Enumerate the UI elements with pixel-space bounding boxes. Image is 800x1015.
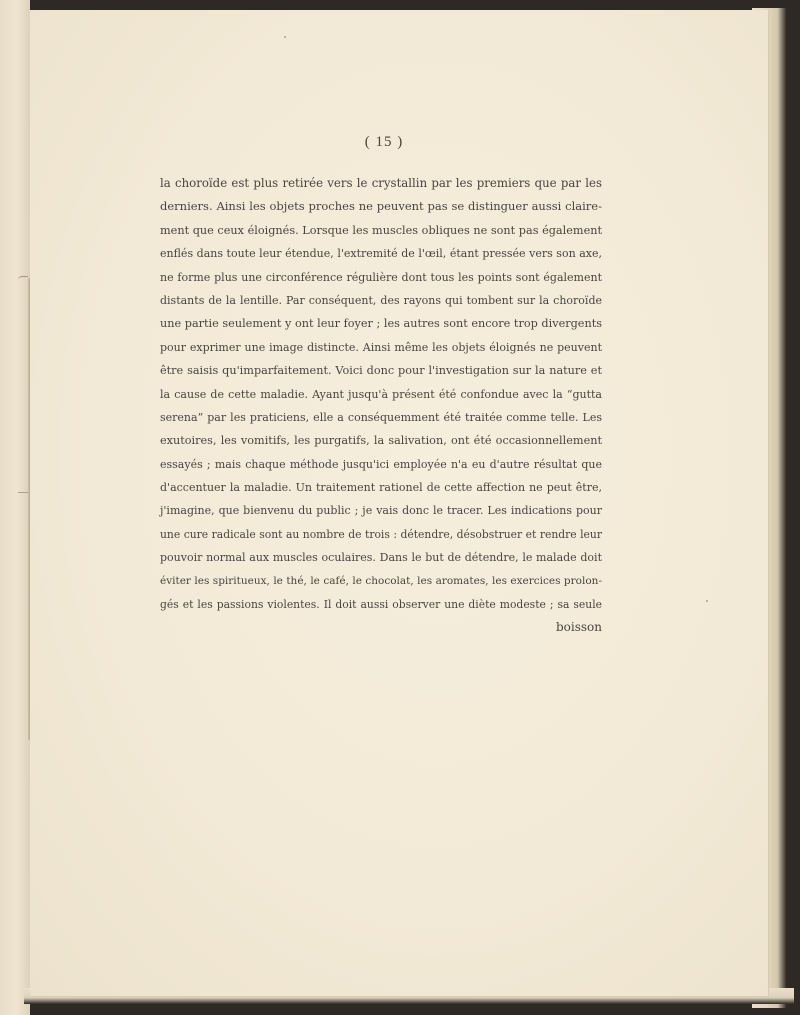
catchword: boisson <box>555 620 602 635</box>
text-line: ne forme plus une circonférence régulière dont tous les points sont également <box>160 270 602 284</box>
text-line: une cure radicale sont au nombre de trois : détendre, désobstruer et rendre leur <box>160 527 602 541</box>
text-line: derniers. Ainsi les objets proches ne peuvent pas se distinguer aussi claire- <box>160 199 602 214</box>
text-line: exutoires, les vomitifs, les purgatifs, la salivation, ont été occasionnellement <box>160 434 602 448</box>
text-line: serena” par les praticiens, elle a conséquemment été traitée comme telle. Les <box>160 410 602 424</box>
text-line: la choroïde est plus retirée vers le crystallin par les premiers que par les <box>160 176 602 190</box>
text-line: la cause de cette maladie. Ayant jusqu'à présent été confondue avec la “gutta <box>160 387 602 401</box>
text-line: gés et les passions violentes. Il doit aussi observer une diète modeste ; sa seule <box>160 598 602 612</box>
paper-speck <box>284 36 286 38</box>
text-line: j'imagine, que bienvenu du public ; je vais donc le tracer. Les indications pour <box>160 504 602 518</box>
page-number: ( 15 ) <box>364 134 404 150</box>
text-line: pouvoir normal aux muscles oculaires. Dans le but de détendre, le malade doit <box>160 551 602 565</box>
facing-page-edge <box>0 0 30 1015</box>
text-line: pour exprimer une image distincte. Ainsi même les objets éloignés ne peuvent <box>160 340 602 354</box>
text-line: éviter les spiritueux, le thé, le café, le chocolat, les aromates, les exercices prolon- <box>160 574 602 587</box>
binding-thread-top <box>18 276 28 282</box>
text-line: enflés dans toute leur étendue, l'extremité de l'œil, étant pressée vers son axe, <box>160 247 602 261</box>
text-line: une partie seulement y ont leur foyer ; les autres sont encore trop divergents <box>160 317 602 331</box>
binding-thread-knot <box>18 492 28 497</box>
text-line: d'accentuer la maladie. Un traitement rationel de cette affection ne peut être, <box>160 481 602 495</box>
text-line: ment que ceux éloignés. Lorsque les muscles obliques ne sont pas également <box>160 223 602 237</box>
text-line: distants de la lentille. Par conséquent, des rayons qui tombent sur la choroïde <box>160 293 602 307</box>
body-text <box>160 172 602 640</box>
text-line: essayés ; mais chaque méthode jusqu'ici employée n'a eu d'autre résultat que <box>160 457 602 471</box>
paper-speck <box>706 600 708 602</box>
text-line: être saisis qu'imparfaitement. Voici donc pour l'investigation sur la nature et <box>160 364 602 378</box>
